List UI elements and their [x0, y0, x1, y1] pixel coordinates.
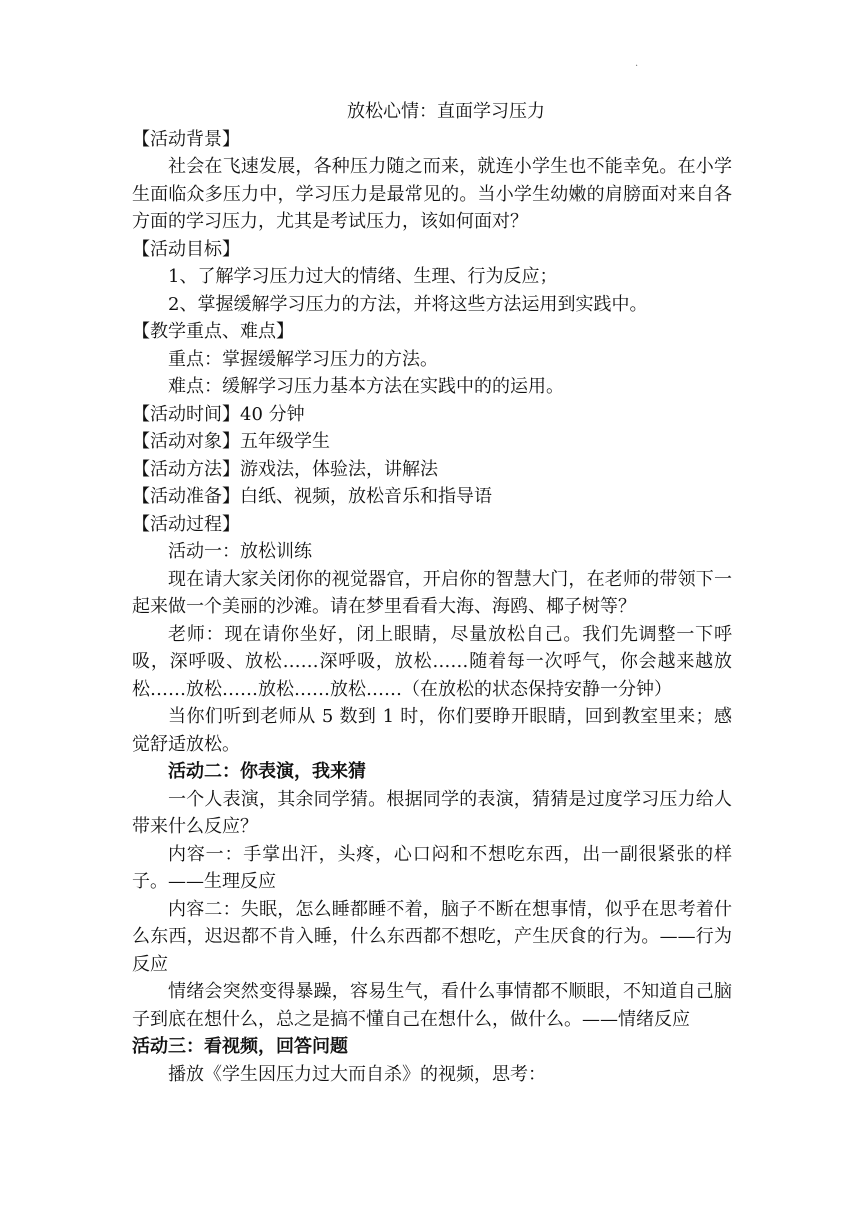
- difficult-point: 难点：缓解学习压力基本方法在实践中的的运用。: [168, 376, 564, 397]
- goal-item-2: 2、掌握缓解学习压力的方法，并将这些方法运用到实践中。: [168, 293, 648, 315]
- key-heading: 【教学重点、难点】: [132, 321, 294, 342]
- activity2-paragraph: 一个人表演，其余同学猜。根据同学的表演，猜猜是过度学习压力给人带来什么反应？: [132, 788, 732, 837]
- activity1-paragraph: 现在请大家关闭你的视觉器官，开启你的智慧大门，在老师的带领下一起来做一个美丽的沙滩。请在梦里看看大海、海鸥、椰子树等？: [132, 568, 732, 617]
- background-text: 社会在飞速发展，各种压力随之而来，就连小学生也不能幸免。在小学生面临众多压力中，学习压力是最常见的。当小学生幼嫩的肩膀面对来自各方面的学习压力，尤其是考试压力，该如何面对？: [132, 156, 732, 232]
- activity-method: 【活动方法】游戏法，体验法，讲解法: [132, 458, 438, 480]
- activity3-paragraph: 播放《学生因压力过大而自杀》的视频，思考：: [168, 1063, 546, 1085]
- background-heading: 【活动背景】: [132, 128, 240, 150]
- key-point: 重点：掌握缓解学习压力的方法。: [168, 348, 438, 370]
- activity1-paragraph: 当你们听到老师从 5 数到 1 时，你们要睁开眼睛，回到教室里来；感觉舒适放松。: [132, 706, 732, 755]
- corner-mark: .: [635, 58, 639, 69]
- activity2-paragraph: 情绪会突然变得暴躁，容易生气，看什么事情都不顺眼，不知道自己脑子到底在想什么，总之是搞不懂自己在想什么，做什么。——情绪反应: [132, 981, 732, 1030]
- page-title: 放松心情：直面学习压力: [347, 101, 545, 122]
- goal-heading: 【活动目标】: [132, 238, 240, 260]
- activity1-paragraph: 老师：现在请你坐好，闭上眼睛，尽量放松自己。我们先调整一下呼吸，深呼吸、放松……深呼吸，放松……随着每一次呼气，你会越来越放松……放松……放松……放松……（在放松的状态保持安静一分钟）: [132, 623, 732, 700]
- activity2-paragraph: 内容二：失眠，怎么睡都睡不着，脑子不断在想事情，似乎在思考着什么东西，迟迟都不肯入睡，什么东西都不想吃，产生厌食的行为。——行为反应: [132, 898, 732, 975]
- activity-target: 【活动对象】五年级学生: [132, 431, 330, 452]
- document-body: [132, 98, 732, 1088]
- goal-item-1: 1、了解学习压力过大的情绪、生理、行为反应；: [168, 266, 558, 287]
- activity2-heading: 活动二：你表演，我来猜: [168, 761, 366, 782]
- activity3-heading: 活动三：看视频，回答问题: [132, 1036, 348, 1057]
- activity2-paragraph: 内容一：手掌出汗，头疼，心口闷和不想吃东西，出一副很紧张的样子。——生理反应: [132, 843, 732, 892]
- activity-time: 【活动时间】40 分钟: [132, 403, 305, 425]
- activity1-heading: 活动一：放松训练: [168, 541, 312, 562]
- activity-prep: 【活动准备】白纸、视频，放松音乐和指导语: [132, 486, 492, 507]
- process-heading: 【活动过程】: [132, 513, 240, 535]
